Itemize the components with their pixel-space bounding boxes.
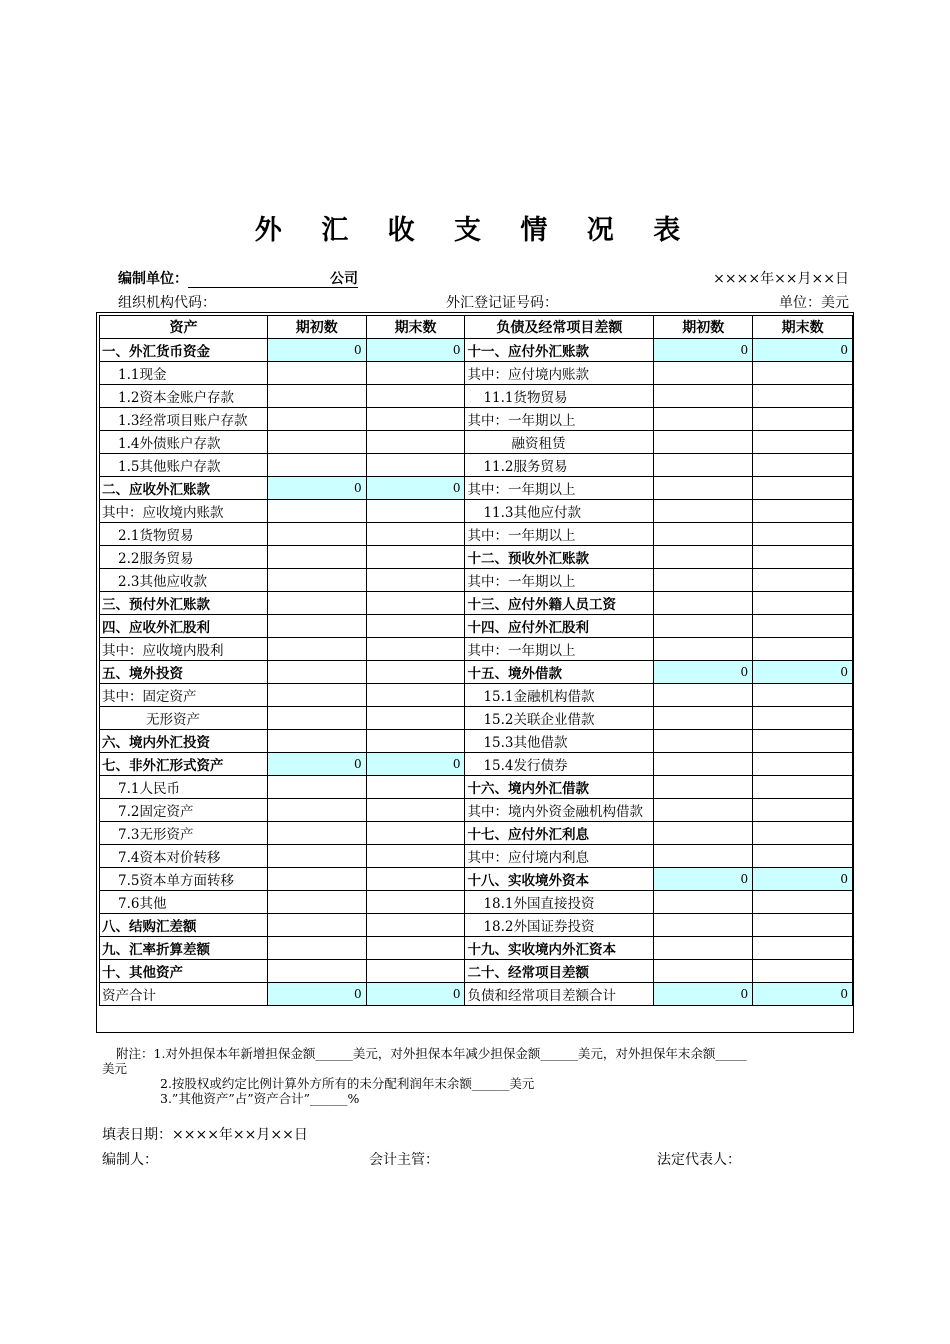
asset-item-label: 7.5资本单方面转移 — [100, 868, 268, 891]
asset-opening-cell[interactable]: 0 — [267, 753, 366, 776]
liability-closing-cell[interactable] — [753, 730, 853, 753]
page-title: 外 汇 收 支 情 况 表 — [254, 215, 696, 246]
col-header-assets: 资产 — [100, 316, 268, 339]
liability-opening-cell[interactable] — [654, 937, 753, 960]
asset-item-label: 六、境内外汇投资 — [100, 730, 268, 753]
asset-item-label: 2.3其他应收款 — [100, 569, 268, 592]
table-row — [100, 362, 853, 385]
liability-opening-cell[interactable] — [654, 799, 753, 822]
asset-item-label: 无形资产 — [100, 707, 268, 730]
table-body — [100, 339, 853, 1006]
liability-opening-cell[interactable] — [654, 431, 753, 454]
liability-closing-cell[interactable] — [753, 477, 853, 500]
liability-opening-cell[interactable] — [654, 914, 753, 937]
table-row — [100, 339, 853, 362]
asset-closing-cell[interactable] — [366, 707, 465, 730]
table-row — [100, 684, 853, 707]
asset-closing-cell[interactable] — [366, 362, 465, 385]
asset-item-label: 一、外汇货币资金 — [100, 339, 268, 362]
liability-closing-cell[interactable] — [753, 822, 853, 845]
liability-opening-cell[interactable] — [654, 477, 753, 500]
table-row — [100, 799, 853, 822]
asset-closing-cell[interactable]: 0 — [366, 339, 465, 362]
asset-opening-cell[interactable] — [267, 431, 366, 454]
asset-closing-cell[interactable] — [366, 615, 465, 638]
asset-opening-cell[interactable] — [267, 385, 366, 408]
liability-closing-cell[interactable] — [753, 638, 853, 661]
asset-closing-cell[interactable] — [366, 408, 465, 431]
liability-closing-cell[interactable] — [753, 362, 853, 385]
currency-unit: 单位：美元 — [779, 295, 849, 311]
asset-closing-cell[interactable] — [366, 845, 465, 868]
liability-opening-cell[interactable] — [654, 730, 753, 753]
asset-closing-cell[interactable] — [366, 914, 465, 937]
liability-item-label: 十六、境内外汇借款 — [465, 776, 654, 799]
asset-opening-cell[interactable] — [267, 730, 366, 753]
liability-closing-cell[interactable] — [753, 776, 853, 799]
asset-item-label: 五、境外投资 — [100, 661, 268, 684]
liability-closing-cell[interactable] — [753, 546, 853, 569]
liability-opening-cell[interactable] — [654, 684, 753, 707]
asset-closing-cell[interactable] — [366, 730, 465, 753]
asset-opening-cell[interactable] — [267, 914, 366, 937]
table-row — [100, 707, 853, 730]
asset-item-label: 资产合计 — [100, 983, 268, 1006]
table-row — [100, 615, 853, 638]
asset-opening-cell[interactable] — [267, 546, 366, 569]
liability-item-label: 十二、预收外汇账款 — [465, 546, 654, 569]
liability-opening-cell[interactable]: 0 — [654, 661, 753, 684]
asset-closing-cell[interactable] — [366, 431, 465, 454]
liability-item-label: 十八、实收境外资本 — [465, 868, 654, 891]
asset-item-label: 7.4资本对价转移 — [100, 845, 268, 868]
company-line — [118, 268, 358, 288]
table-row — [100, 454, 853, 477]
liability-closing-cell[interactable] — [753, 707, 853, 730]
asset-opening-cell[interactable] — [267, 891, 366, 914]
asset-opening-cell[interactable] — [267, 799, 366, 822]
asset-opening-cell[interactable] — [267, 822, 366, 845]
asset-opening-cell[interactable] — [267, 868, 366, 891]
table-row — [100, 638, 853, 661]
asset-opening-cell[interactable] — [267, 845, 366, 868]
asset-item-label: 四、应收外汇股利 — [100, 615, 268, 638]
table-row — [100, 914, 853, 937]
asset-closing-cell[interactable] — [366, 638, 465, 661]
fx-registration-label: 外汇登记证号码： — [446, 295, 558, 311]
liability-closing-cell[interactable] — [753, 845, 853, 868]
table-row — [100, 983, 853, 1006]
asset-item-label: 其中：应收境内账款 — [100, 500, 268, 523]
liability-closing-cell[interactable] — [753, 569, 853, 592]
table-row — [100, 500, 853, 523]
asset-item-label: 其中：应收境内股利 — [100, 638, 268, 661]
liability-opening-cell[interactable] — [654, 845, 753, 868]
liability-opening-cell[interactable] — [654, 500, 753, 523]
table-row — [100, 937, 853, 960]
liability-opening-cell[interactable]: 0 — [654, 983, 753, 1006]
asset-closing-cell[interactable] — [366, 891, 465, 914]
liability-closing-cell[interactable] — [753, 408, 853, 431]
asset-closing-cell[interactable] — [366, 960, 465, 983]
liability-opening-cell[interactable] — [654, 362, 753, 385]
liability-item-label: 其中：一年期以上 — [465, 638, 654, 661]
liability-closing-cell[interactable] — [753, 960, 853, 983]
asset-opening-cell[interactable] — [267, 960, 366, 983]
table-row — [100, 730, 853, 753]
asset-closing-cell[interactable]: 0 — [366, 983, 465, 1006]
balance-table — [99, 315, 853, 1006]
liability-opening-cell[interactable] — [654, 546, 753, 569]
liability-closing-cell[interactable]: 0 — [753, 339, 853, 362]
liability-item-label: 其中：应付境内账款 — [465, 362, 654, 385]
org-code-label: 组织机构代码： — [118, 295, 216, 311]
asset-opening-cell[interactable] — [267, 408, 366, 431]
asset-closing-cell[interactable]: 0 — [366, 477, 465, 500]
asset-item-label: 三、预付外汇账款 — [100, 592, 268, 615]
liability-opening-cell[interactable] — [654, 454, 753, 477]
liability-closing-cell[interactable] — [753, 799, 853, 822]
liability-opening-cell[interactable]: 0 — [654, 868, 753, 891]
liability-item-label: 其中：一年期以上 — [465, 477, 654, 500]
asset-closing-cell[interactable] — [366, 822, 465, 845]
liability-item-label: 十三、应付外籍人员工资 — [465, 592, 654, 615]
liability-opening-cell[interactable] — [654, 891, 753, 914]
fill-date: 填表日期：××××年××月××日 — [102, 1127, 308, 1143]
report-date: ××××年××月××日 — [713, 271, 849, 287]
liability-item-label: 十一、应付外汇账款 — [465, 339, 654, 362]
asset-closing-cell[interactable] — [366, 592, 465, 615]
table-row — [100, 868, 853, 891]
company-suffix: 公司 — [330, 271, 358, 287]
table-row — [100, 822, 853, 845]
table-row — [100, 523, 853, 546]
asset-item-label: 7.2固定资产 — [100, 799, 268, 822]
liability-closing-cell[interactable]: 0 — [753, 868, 853, 891]
liability-item-label: 负债和经常项目差额合计 — [465, 983, 654, 1006]
asset-opening-cell[interactable]: 0 — [267, 339, 366, 362]
table-row — [100, 592, 853, 615]
asset-closing-cell[interactable] — [366, 569, 465, 592]
asset-item-label: 1.1现金 — [100, 362, 268, 385]
liability-closing-cell[interactable] — [753, 937, 853, 960]
asset-closing-cell[interactable] — [366, 523, 465, 546]
liability-item-label: 18.2外国证券投资 — [465, 914, 654, 937]
col-header-assets-opening: 期初数 — [267, 316, 366, 339]
asset-item-label: 1.5其他账户存款 — [100, 454, 268, 477]
liability-closing-cell[interactable] — [753, 615, 853, 638]
liability-closing-cell[interactable] — [753, 891, 853, 914]
table-row — [100, 546, 853, 569]
asset-item-label: 八、结购汇差额 — [100, 914, 268, 937]
liability-closing-cell[interactable] — [753, 684, 853, 707]
liability-opening-cell[interactable] — [654, 707, 753, 730]
asset-item-label: 1.2资本金账户存款 — [100, 385, 268, 408]
asset-closing-cell[interactable] — [366, 684, 465, 707]
asset-closing-cell[interactable] — [366, 500, 465, 523]
note-line-1-continued: 美元 — [102, 1061, 128, 1076]
liability-closing-cell[interactable] — [753, 753, 853, 776]
asset-opening-cell[interactable] — [267, 362, 366, 385]
asset-item-label: 1.4外债账户存款 — [100, 431, 268, 454]
asset-item-label: 7.3无形资产 — [100, 822, 268, 845]
balance-table-frame — [96, 312, 854, 1033]
col-header-assets-closing: 期末数 — [366, 316, 465, 339]
asset-item-label: 七、非外汇形式资产 — [100, 753, 268, 776]
asset-item-label: 1.3经常项目账户存款 — [100, 408, 268, 431]
liability-closing-cell[interactable]: 0 — [753, 661, 853, 684]
asset-item-label: 其中：固定资产 — [100, 684, 268, 707]
liability-item-label: 其中：一年期以上 — [465, 569, 654, 592]
asset-closing-cell[interactable] — [366, 937, 465, 960]
asset-closing-cell[interactable] — [366, 799, 465, 822]
asset-closing-cell[interactable] — [366, 776, 465, 799]
asset-closing-cell[interactable] — [366, 868, 465, 891]
asset-opening-cell[interactable] — [267, 592, 366, 615]
asset-opening-cell[interactable] — [267, 615, 366, 638]
liability-closing-cell[interactable] — [753, 914, 853, 937]
note-line-3: 3.”其他资产”占”资产合计”______% — [160, 1091, 360, 1106]
liability-item-label: 其中：一年期以上 — [465, 523, 654, 546]
asset-item-label: 二、应收外汇账款 — [100, 477, 268, 500]
notes-section — [102, 1046, 747, 1106]
company-name-field[interactable] — [188, 273, 330, 288]
note-line-1: 附注：1.对外担保本年新增担保金额______美元，对外担保本年减少担保金额______美元，对外担保年末余额_____ — [116, 1046, 747, 1061]
table-row — [100, 661, 853, 684]
liability-item-label: 十七、应付外汇利息 — [465, 822, 654, 845]
liability-item-label: 15.1金融机构借款 — [465, 684, 654, 707]
asset-opening-cell[interactable] — [267, 707, 366, 730]
liability-item-label: 15.3其他借款 — [465, 730, 654, 753]
legal-representative-label: 法定代表人： — [657, 1152, 741, 1168]
table-row — [100, 569, 853, 592]
liability-item-label: 十九、实收境内外汇资本 — [465, 937, 654, 960]
liability-opening-cell[interactable] — [654, 638, 753, 661]
liability-item-label: 11.1货物贸易 — [465, 385, 654, 408]
asset-item-label: 2.2服务贸易 — [100, 546, 268, 569]
liability-item-label: 融资租赁 — [465, 431, 654, 454]
asset-opening-cell[interactable] — [267, 937, 366, 960]
asset-opening-cell[interactable] — [267, 569, 366, 592]
liability-opening-cell[interactable] — [654, 960, 753, 983]
liability-closing-cell[interactable]: 0 — [753, 983, 853, 1006]
accountant-label: 会计主管： — [369, 1152, 439, 1168]
liability-opening-cell[interactable] — [654, 523, 753, 546]
preparer-label: 编制人： — [102, 1152, 158, 1168]
col-header-liabilities: 负债及经常项目差额 — [465, 316, 654, 339]
asset-item-label: 7.6其他 — [100, 891, 268, 914]
liability-item-label: 15.4发行债券 — [465, 753, 654, 776]
liability-item-label: 其中：一年期以上 — [465, 408, 654, 431]
table-row — [100, 385, 853, 408]
asset-opening-cell[interactable] — [267, 523, 366, 546]
liability-item-label: 18.1外国直接投资 — [465, 891, 654, 914]
asset-opening-cell[interactable] — [267, 684, 366, 707]
asset-opening-cell[interactable] — [267, 500, 366, 523]
table-row — [100, 776, 853, 799]
table-row — [100, 431, 853, 454]
liability-closing-cell[interactable] — [753, 385, 853, 408]
liability-opening-cell[interactable] — [654, 592, 753, 615]
asset-closing-cell[interactable] — [366, 661, 465, 684]
liability-closing-cell[interactable] — [753, 500, 853, 523]
asset-closing-cell[interactable] — [366, 385, 465, 408]
liability-item-label: 11.3其他应付款 — [465, 500, 654, 523]
asset-closing-cell[interactable]: 0 — [366, 753, 465, 776]
liability-item-label: 11.2服务贸易 — [465, 454, 654, 477]
col-header-liabilities-opening: 期初数 — [654, 316, 753, 339]
asset-opening-cell[interactable] — [267, 661, 366, 684]
col-header-liabilities-closing: 期末数 — [753, 316, 853, 339]
asset-item-label: 十、其他资产 — [100, 960, 268, 983]
asset-opening-cell[interactable]: 0 — [267, 477, 366, 500]
asset-closing-cell[interactable] — [366, 454, 465, 477]
liability-closing-cell[interactable] — [753, 523, 853, 546]
liability-item-label: 十四、应付外汇股利 — [465, 615, 654, 638]
liability-item-label: 其中：境内外资金融机构借款 — [465, 799, 654, 822]
asset-item-label: 7.1人民币 — [100, 776, 268, 799]
asset-item-label: 九、汇率折算差额 — [100, 937, 268, 960]
liability-opening-cell[interactable] — [654, 776, 753, 799]
liability-opening-cell[interactable] — [654, 385, 753, 408]
liability-closing-cell[interactable] — [753, 592, 853, 615]
liability-item-label: 二十、经常项目差额 — [465, 960, 654, 983]
table-row — [100, 408, 853, 431]
asset-item-label: 2.1货物贸易 — [100, 523, 268, 546]
liability-opening-cell[interactable] — [654, 753, 753, 776]
table-row — [100, 891, 853, 914]
asset-opening-cell[interactable]: 0 — [267, 983, 366, 1006]
table-header-row — [100, 316, 853, 339]
liability-opening-cell[interactable] — [654, 615, 753, 638]
asset-closing-cell[interactable] — [366, 546, 465, 569]
liability-opening-cell[interactable] — [654, 408, 753, 431]
unit-label: 编制单位： — [118, 271, 188, 287]
liability-opening-cell[interactable] — [654, 569, 753, 592]
liability-closing-cell[interactable] — [753, 454, 853, 477]
liability-closing-cell[interactable] — [753, 431, 853, 454]
liability-opening-cell[interactable] — [654, 822, 753, 845]
liability-opening-cell[interactable]: 0 — [654, 339, 753, 362]
asset-opening-cell[interactable] — [267, 776, 366, 799]
table-row — [100, 960, 853, 983]
note-line-2: 2.按股权或约定比例计算外方所有的未分配利润年末余额______美元 — [160, 1076, 535, 1091]
table-row — [100, 753, 853, 776]
asset-opening-cell[interactable] — [267, 454, 366, 477]
liability-item-label: 其中：应付境内利息 — [465, 845, 654, 868]
liability-item-label: 十五、境外借款 — [465, 661, 654, 684]
table-row — [100, 845, 853, 868]
asset-opening-cell[interactable] — [267, 638, 366, 661]
table-row — [100, 477, 853, 500]
liability-item-label: 15.2关联企业借款 — [465, 707, 654, 730]
